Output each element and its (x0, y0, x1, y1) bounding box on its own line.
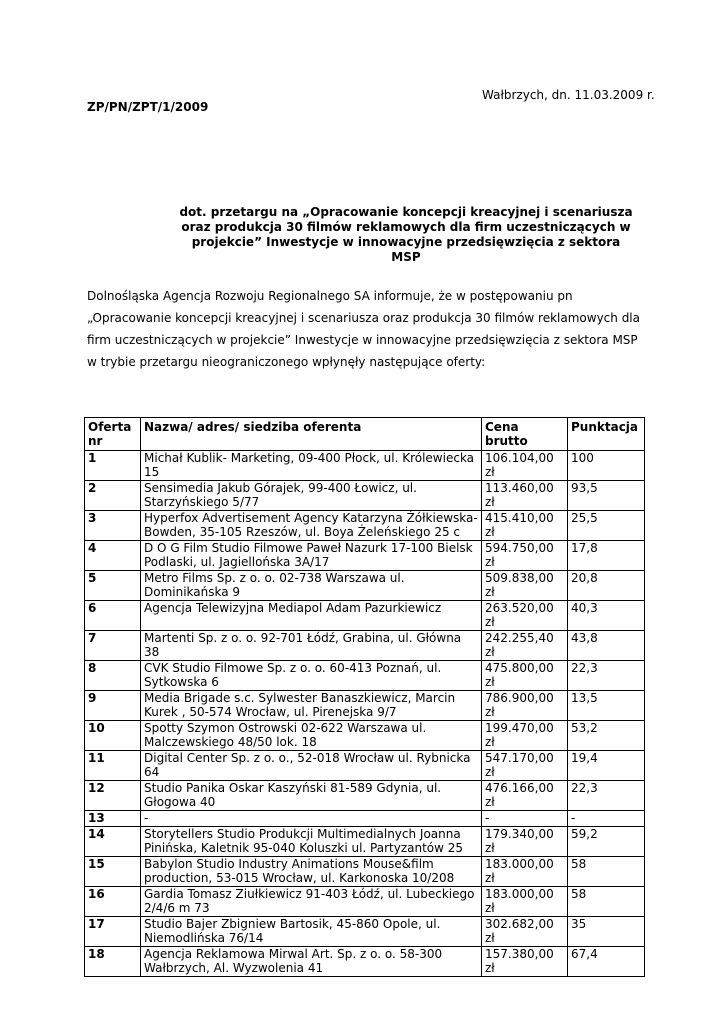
score-cell: 59,2 (568, 827, 645, 857)
table-row (85, 691, 645, 721)
score-cell: 58 (568, 887, 645, 917)
table-row (85, 827, 645, 857)
offer-number-cell: 6 (85, 601, 141, 631)
table-row (85, 661, 645, 691)
offer-number-cell: 12 (85, 781, 141, 811)
table-row (85, 451, 645, 481)
score-cell: 40,3 (568, 601, 645, 631)
bidder-name-cell: Storytellers Studio Produkcji Multimedialnych Joanna Pinińska, Kaletnik 95-040 Koluszki ul. Partyzantów 25 (141, 827, 482, 857)
bidder-name-cell: Gardia Tomasz Ziułkiewicz 91-403 Łódź, ul. Lubeckiego 2/4/6 m 73 (141, 887, 482, 917)
price-cell: 242.255,40 zł (482, 631, 568, 661)
bidder-name-cell: Hyperfox Advertisement Agency Katarzyna Żółkiewska-Bowden, 35-105 Rzeszów, ul. Boya Żeleńskiego 25 c (141, 511, 482, 541)
offer-number-cell: 18 (85, 947, 141, 977)
score-cell: 17,8 (568, 541, 645, 571)
table-row (85, 601, 645, 631)
table-row (85, 917, 645, 947)
table-row (85, 857, 645, 887)
price-cell: 157.380,00 zł (482, 947, 568, 977)
table-row (85, 781, 645, 811)
bidder-name-cell: Agencja Telewizyjna Mediapol Adam Pazurkiewicz (141, 601, 482, 631)
bidder-name-cell: Michał Kublik- Marketing, 09-400 Płock, ul. Królewiecka 15 (141, 451, 482, 481)
price-cell: 475.800,00 zł (482, 661, 568, 691)
table-row (85, 751, 645, 781)
bidder-name-cell: Studio Panika Oskar Kaszyński 81-589 Gdynia, ul. Głogowa 40 (141, 781, 482, 811)
price-cell: 183.000,00 zł (482, 857, 568, 887)
price-cell: 263.520,00 zł (482, 601, 568, 631)
bidder-name-cell: Digital Center Sp. z o. o., 52-018 Wrocław ul. Rybnicka 64 (141, 751, 482, 781)
score-cell: 100 (568, 451, 645, 481)
score-cell: 58 (568, 857, 645, 887)
price-cell: 302.682,00 zł (482, 917, 568, 947)
price-cell: 106.104,00 zł (482, 451, 568, 481)
bidder-name-cell: - (141, 811, 482, 827)
price-cell: 509.838,00 zł (482, 571, 568, 601)
score-cell: 93,5 (568, 481, 645, 511)
score-cell: 22,3 (568, 661, 645, 691)
offers-table-header (85, 418, 645, 451)
offer-number-cell: 10 (85, 721, 141, 751)
price-cell: - (482, 811, 568, 827)
bidder-name-cell: Spotty Szymon Ostrowski 02-622 Warszawa ul. Malczewskiego 48/50 lok. 18 (141, 721, 482, 751)
offer-number-cell: 2 (85, 481, 141, 511)
offer-number-cell: 14 (85, 827, 141, 857)
offer-number-cell: 1 (85, 451, 141, 481)
offer-number-cell: 11 (85, 751, 141, 781)
score-cell: - (568, 811, 645, 827)
offer-number-cell: 7 (85, 631, 141, 661)
intro-paragraph: Dolnośląska Agencja Rozwoju Regionalnego SA informuje, że w postępowaniu pn „Opracowanie koncepcji kreacyjnej i scenariusza oraz produkcja 30 filmów reklamowych dla firm uczestniczących w projekcie” Inwestycje w innowacyjne przedsięwzięcia z sektora MSP w trybie przetargu nieograniczonego wpłynęły następujące oferty: (87, 289, 640, 369)
table-row (85, 887, 645, 917)
table-row (85, 571, 645, 601)
bidder-name-cell: Agencja Reklamowa Mirwal Art. Sp. z o. o. 58-300 Wałbrzych, Al. Wyzwolenia 41 (141, 947, 482, 977)
price-cell: 199.470,00 zł (482, 721, 568, 751)
table-row (85, 811, 645, 827)
price-cell: 183.000,00 zł (482, 887, 568, 917)
price-cell: 786.900,00 zł (482, 691, 568, 721)
offer-number-cell: 9 (85, 691, 141, 721)
offer-number-cell: 3 (85, 511, 141, 541)
bidder-name-cell: Media Brigade s.c. Sylwester Banaszkiewicz, Marcin Kurek , 50-574 Wrocław, ul. Pirenejska 9/7 (141, 691, 482, 721)
table-row (85, 631, 645, 661)
offer-number-cell: 4 (85, 541, 141, 571)
subject-heading: dot. przetargu na „Opracowanie koncepcji kreacyjnej i scenariusza oraz produkcja 30 filmów reklamowych dla firm uczestniczących w projekcie” Inwestycje w innowacyjne przedsięwzięcia z sektora MSP (179, 205, 633, 264)
price-cell: 415.410,00 zł (482, 511, 568, 541)
price-cell: 113.460,00 zł (482, 481, 568, 511)
score-cell: 19,4 (568, 751, 645, 781)
price-cell: 476.166,00 zł (482, 781, 568, 811)
offer-number-cell: 16 (85, 887, 141, 917)
price-cell: 594.750,00 zł (482, 541, 568, 571)
bidder-name-cell: Studio Bajer Zbigniew Bartosik, 45-860 Opole, ul. Niemodlińska 76/14 (141, 917, 482, 947)
score-cell: 53,2 (568, 721, 645, 751)
table-row (85, 721, 645, 751)
reference-number: ZP/PN/ZPT/1/2009 (87, 100, 209, 114)
table-row (85, 511, 645, 541)
table-row (85, 481, 645, 511)
header-score: Punktacja (568, 418, 645, 451)
offer-number-cell: 5 (85, 571, 141, 601)
offer-number-cell: 17 (85, 917, 141, 947)
bidder-name-cell: Metro Films Sp. z o. o. 02-738 Warszawa ul. Dominikańska 9 (141, 571, 482, 601)
bidder-name-cell: Martenti Sp. z o. o. 92-701 Łódź, Grabina, ul. Główna 38 (141, 631, 482, 661)
price-cell: 179.340,00 zł (482, 827, 568, 857)
score-cell: 13,5 (568, 691, 645, 721)
score-cell: 67,4 (568, 947, 645, 977)
offer-number-cell: 13 (85, 811, 141, 827)
bidder-name-cell: CVK Studio Filmowe Sp. z o. o. 60-413 Poznań, ul. Sytkowska 6 (141, 661, 482, 691)
header-bidder-name: Nazwa/ adres/ siedziba oferenta (141, 418, 482, 451)
table-row (85, 947, 645, 977)
score-cell: 35 (568, 917, 645, 947)
price-cell: 547.170,00 zł (482, 751, 568, 781)
place-date: Wałbrzych, dn. 11.03.2009 r. (482, 88, 655, 102)
score-cell: 43,8 (568, 631, 645, 661)
score-cell: 25,5 (568, 511, 645, 541)
offers-table (84, 417, 645, 977)
score-cell: 22,3 (568, 781, 645, 811)
header-offer-number: Oferta nr (85, 418, 141, 451)
bidder-name-cell: Sensimedia Jakub Górajek, 99-400 Łowicz, ul. Starzyńskiego 5/77 (141, 481, 482, 511)
offer-number-cell: 15 (85, 857, 141, 887)
bidder-name-cell: Babylon Studio Industry Animations Mouse&film production, 53-015 Wrocław, ul. Karkonoska 10/208 (141, 857, 482, 887)
bidder-name-cell: D O G Film Studio Filmowe Paweł Nazurk 17-100 Bielsk Podlaski, ul. Jagiellońska 3A/17 (141, 541, 482, 571)
offer-number-cell: 8 (85, 661, 141, 691)
score-cell: 20,8 (568, 571, 645, 601)
table-row (85, 541, 645, 571)
header-gross-price: Cena brutto (482, 418, 568, 451)
